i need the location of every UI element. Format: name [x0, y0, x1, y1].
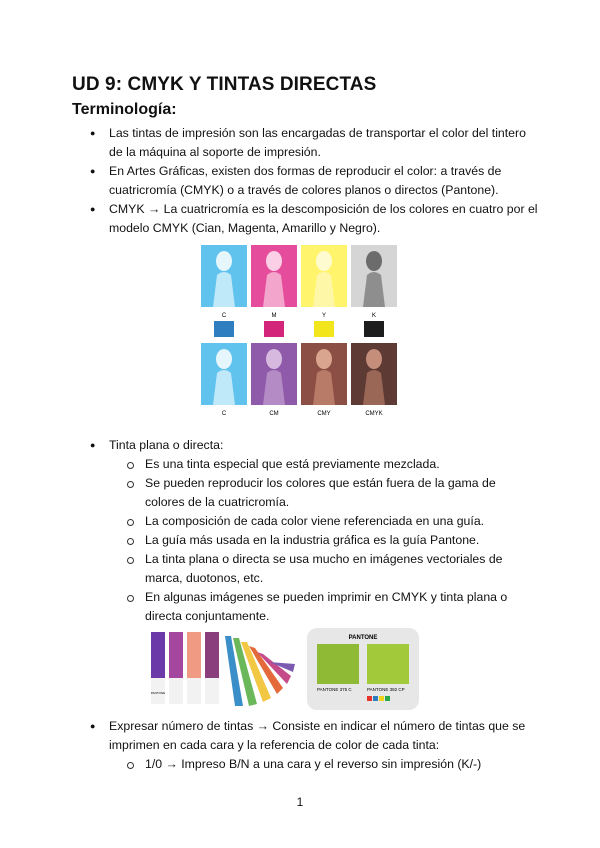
bullet-dot: ●: [90, 204, 96, 214]
plate-cyan: [201, 245, 247, 307]
plate-yellow: [301, 245, 347, 307]
sub-bullet-2-line-2: colores de la cuatricromía.: [145, 495, 290, 509]
bullet-dot: ●: [90, 128, 96, 138]
bullet-2-line-2: cuatricromía (CMYK) o a través de colores planos o directos (Pantone).: [109, 183, 499, 197]
sub-bullet-circle: [127, 519, 134, 526]
bullet-dot: ●: [90, 166, 96, 176]
sub-bullet-circle: [127, 462, 134, 469]
sub-bullet-4: La guía más usada en la industria gráfica es la guía Pantone.: [145, 533, 480, 547]
label-cmyk: CMYK: [365, 411, 383, 417]
sub-bullet-6-line-2: directa conjuntamente.: [145, 609, 270, 623]
label-c: C: [221, 313, 227, 319]
plate-black: [351, 245, 397, 307]
progressive-cmy: [301, 343, 347, 405]
sub-bullet-1: Es una tinta especial que está previamente mezclada.: [145, 457, 440, 471]
page-title: UD 9: CMYK Y TINTAS DIRECTAS: [72, 74, 377, 95]
bullet-1-line-1: Las tintas de impresión son las encargadas de transportar el color del tintero: [109, 126, 526, 140]
bullet-1-line-2: de la máquina al soporte de impresión.: [109, 145, 321, 159]
page-number: 1: [296, 795, 304, 809]
label-y: Y: [321, 313, 327, 319]
sub-bullet-circle: [127, 538, 134, 545]
sub-bullet-5-line-2: marca, duotonos, etc.: [145, 571, 264, 585]
fan-brand-text: PANTONE: [150, 691, 166, 695]
bullet-dot: ●: [90, 721, 96, 731]
bullet-3-line-1: CMYK → La cuatricromía es la descomposición de los colores en cuatro por el: [109, 202, 538, 216]
sub-bullet-circle: [127, 557, 134, 564]
bullet-4-text: Tinta plana o directa:: [109, 438, 224, 452]
bullet-5-line-2: imprimen en cada cara y la referencia de color de cada tinta:: [109, 738, 440, 752]
pantone-fan-guide-image: [147, 628, 297, 708]
card-label-right: PANTONE 382 CP: [367, 687, 405, 692]
cmyk-separation-image: [199, 243, 401, 419]
card-label-left: PANTONE 375 C: [317, 687, 352, 692]
swatch-black: [364, 321, 384, 337]
sub-bullet-7: 1/0 → Impreso B/N a una cara y el reverso sin impresión (K/-): [145, 757, 482, 771]
pantone-brand-text: PANTONE: [348, 635, 378, 641]
progressive-cm: [251, 343, 297, 405]
swatch-yellow: [314, 321, 334, 337]
label-c-bottom: C: [221, 411, 227, 417]
plate-magenta: [251, 245, 297, 307]
label-cm: CM: [269, 411, 279, 417]
sub-bullet-2-line-1: Se pueden reproducir los colores que están fuera de la gama de: [145, 476, 496, 490]
label-m: M: [271, 313, 277, 319]
bullet-dot: ●: [90, 440, 96, 450]
sub-bullet-6-line-1: En algunas imágenes se pueden imprimir en CMYK y tinta plana o: [145, 590, 508, 604]
sub-bullet-3: La composición de cada color viene referenciada en una guía.: [145, 514, 485, 528]
sub-bullet-circle: [127, 595, 134, 602]
label-cmy: CMY: [317, 411, 331, 417]
sub-bullet-5-line-1: La tinta plana o directa se usa mucho en imágenes vectoriales de: [145, 552, 503, 566]
bullet-5-line-1: Expresar número de tintas → Consiste en indicar el número de tintas que se: [109, 719, 526, 733]
swatch-magenta: [264, 321, 284, 337]
bullet-2-line-1: En Artes Gráficas, existen dos formas de reproducir el color: a través de: [109, 164, 502, 178]
sub-bullet-circle: [127, 481, 134, 488]
progressive-c: [201, 343, 247, 405]
section-heading: Terminología:: [72, 101, 177, 118]
pantone-card-image: [307, 628, 419, 710]
progressive-cmyk: [351, 343, 397, 405]
bullet-3-line-2: modelo CMYK (Cian, Magenta, Amarillo y Negro).: [109, 221, 381, 235]
swatch-cyan: [214, 321, 234, 337]
label-k: K: [371, 313, 377, 319]
sub-bullet-circle: [127, 762, 134, 769]
